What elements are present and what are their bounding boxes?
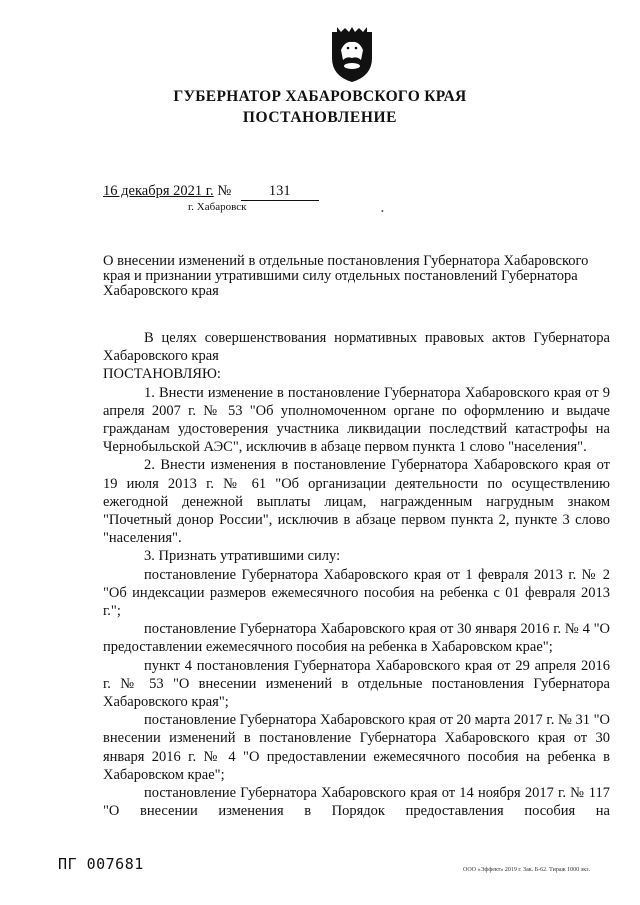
- coat-of-arms-icon: [327, 26, 377, 84]
- number-sign: №: [217, 183, 232, 199]
- organization-title: ГУБЕРНАТОР ХАБАРОВСКОГО КРАЯ: [173, 88, 467, 105]
- item-1: 1. Внести изменение в постановление Губернатора Хабаровского края от 9 апреля 2007 г. № 53 "Об уполномоченном органе по оформлению и выдаче гражданам удостоверения участника ликвидации последствий катастрофы на Чернобыльской АЭС", исключив в абзаце первом пункта 1 слово "населения".: [103, 384, 610, 456]
- printer-note: ООО «Эффект» 2019 г. Зак. Б-62. Тираж 1000 экз.: [463, 867, 590, 873]
- document-subject: О внесении изменений в отдельные постановления Губернатора Хабаровского края и признании утратившими силу отдельных постановлений Губернатора Хабаровского края: [103, 253, 589, 299]
- document-body: [103, 329, 610, 820]
- date-line: [103, 183, 319, 201]
- margin-mark: •: [381, 207, 384, 216]
- item-3-d: постановление Губернатора Хабаровского края от 20 марта 2017 г. № 31 "О внесении изменений в постановление Губернатора Хабаровского края от 30 января 2016 г. № 4 "О предоставлении ежемесячного пособия на ребенка в Хабаровском крае";: [103, 712, 610, 783]
- decree-word: ПОСТАНОВЛЯЮ:: [103, 366, 221, 383]
- preamble: В целях совершенствования нормативных правовых актов Губернатора Хабаровского края: [103, 330, 610, 365]
- item-3-c: пункт 4 постановления Губернатора Хабаровского края от 29 апреля 2016 г. № 53 "О внесении изменений в отдельные постановления Губернатора Хабаровского края";: [103, 657, 610, 711]
- city: г. Хабаровск: [188, 201, 247, 213]
- item-3-e: постановление Губернатора Хабаровского края от 14 ноября 2017 г. № 117 "О внесении изменения в Порядок предоставления пособия на: [103, 785, 610, 820]
- item-3-b: постановление Губернатора Хабаровского края от 30 января 2016 г. № 4 "О предоставлении ежемесячного пособия на ребенка в Хабаровском крае";: [103, 621, 610, 656]
- item-3-a: постановление Губернатора Хабаровского края от 1 февраля 2013 г. № 2 "Об индексации размеров ежемесячного пособия на ребенка с 01 февраля 2013 г.";: [103, 566, 610, 620]
- form-code: ПГ 007681: [58, 855, 144, 873]
- item-2: 2. Внести изменения в постановление Губернатора Хабаровского края от 19 июля 2013 г. № 61 "Об организации деятельности по осуществлению ежегодной денежной выплаты лицам, награжденным нагрудным знаком "Почетный донор России", исключив в абзаце первом пункта 2, пункте 3 слово "населения".: [103, 457, 610, 547]
- item-3: 3. Признать утратившими силу:: [144, 548, 341, 565]
- document-date: 16 декабря 2021 г.: [103, 183, 214, 199]
- document-number: 131: [241, 183, 319, 201]
- document-type: ПОСТАНОВЛЕНИЕ: [242, 109, 398, 126]
